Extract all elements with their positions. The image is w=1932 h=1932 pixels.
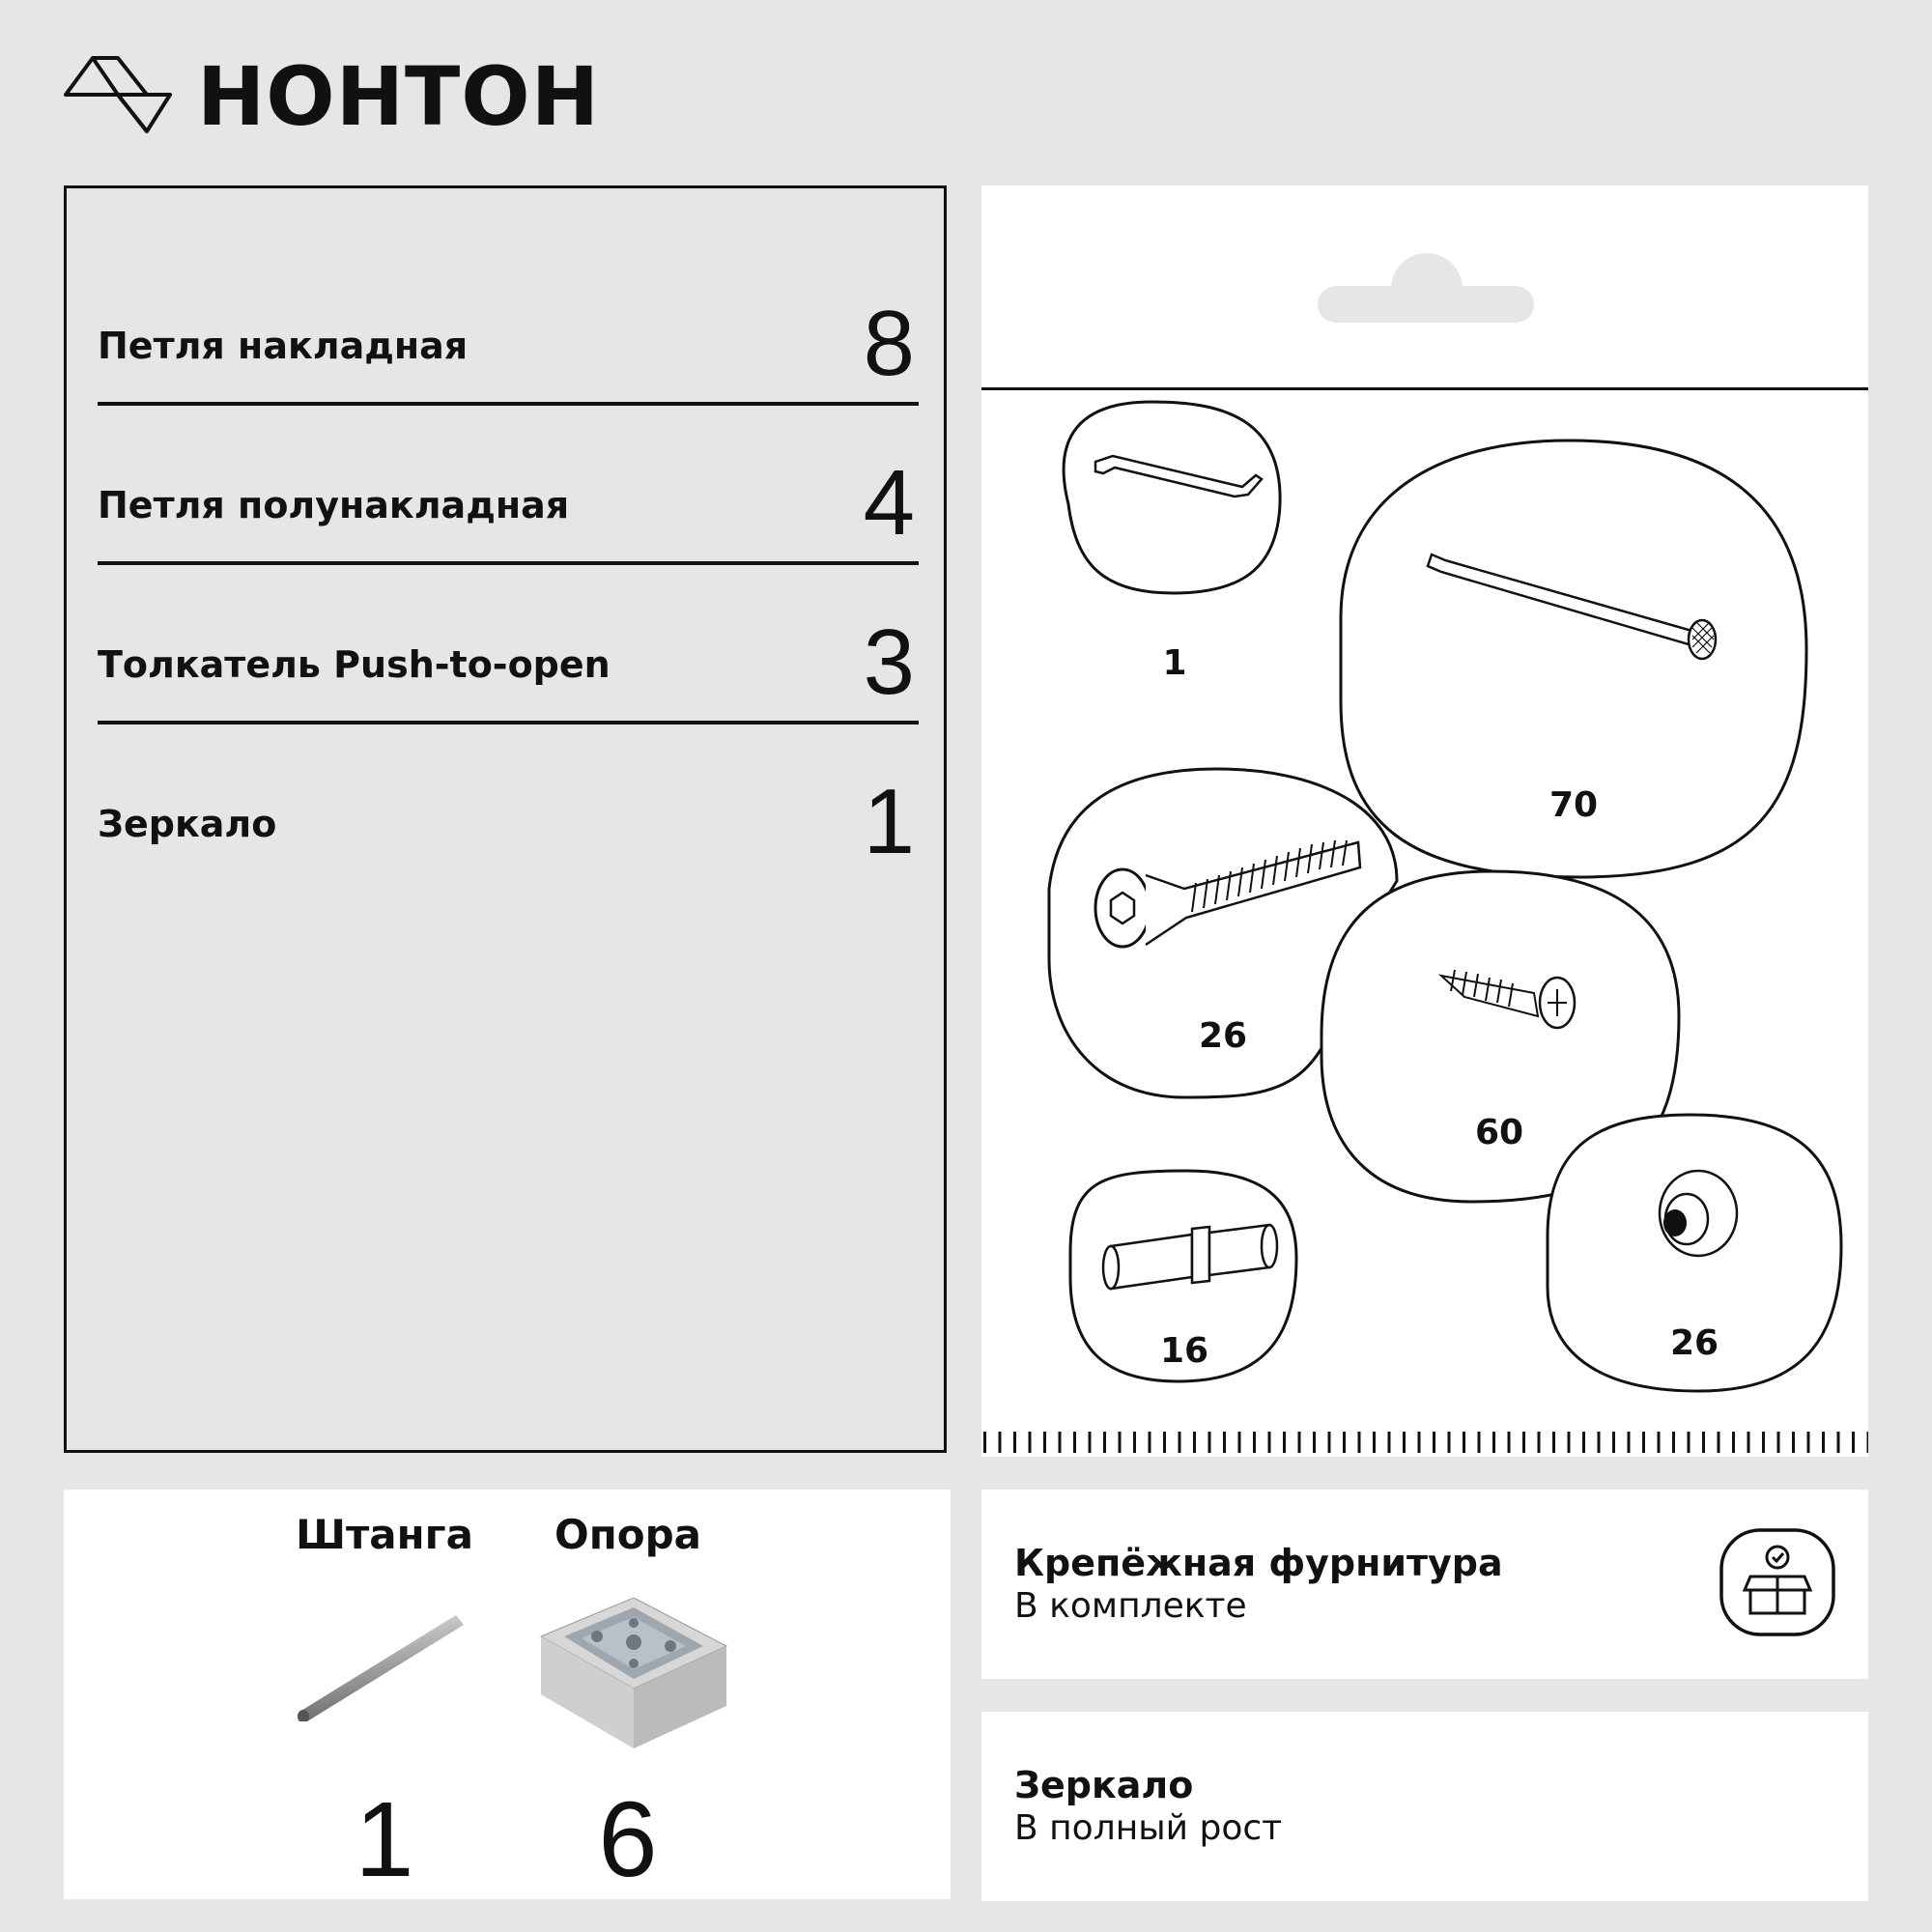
rod-title: Штанга	[296, 1511, 473, 1558]
bag-tear-edge	[983, 1432, 1868, 1453]
list-item	[98, 565, 919, 724]
brand-name: НОНТОН	[197, 49, 601, 144]
bag-seal-line	[981, 387, 1868, 390]
shelf-pin-qty: 16	[1159, 1331, 1209, 1371]
box-check-icon	[1719, 1528, 1835, 1636]
list-item-label: Зеркало	[98, 803, 277, 845]
mirror-card	[981, 1712, 1868, 1901]
wood-screw-qty: 60	[1474, 1113, 1524, 1152]
list-item-qty: 8	[863, 292, 915, 395]
fittings-subtitle: В комплекте	[1014, 1586, 1247, 1626]
hardware-bag	[981, 185, 1868, 1457]
confirmat-qty: 26	[1198, 1016, 1248, 1056]
fittings-card	[981, 1490, 1868, 1679]
support-icon	[537, 1598, 730, 1748]
list-item	[98, 246, 919, 406]
list-item-qty: 4	[863, 451, 915, 554]
list-item-qty: 1	[863, 770, 915, 873]
list-item	[98, 724, 919, 884]
support-qty: 6	[598, 1780, 658, 1899]
support-title: Опора	[554, 1511, 701, 1558]
fittings-title: Крепёжная фурнитура	[1014, 1542, 1503, 1584]
mirror-title: Зеркало	[1014, 1764, 1194, 1806]
hanger-hole-icon	[1318, 253, 1534, 323]
mirror-subtitle: В полный рост	[1014, 1808, 1283, 1848]
list-item-label: Петля накладная	[98, 325, 469, 367]
parts-panel	[64, 1490, 951, 1899]
hex-key-qty: 1	[1162, 643, 1187, 683]
list-item	[98, 406, 919, 565]
rod-qty: 1	[355, 1780, 414, 1899]
nail-qty: 70	[1548, 785, 1599, 825]
list-item-label: Толкатель Push-to-open	[98, 643, 611, 686]
rod-icon	[286, 1605, 469, 1721]
list-item-label: Петля полунакладная	[98, 484, 570, 526]
cam-cap-qty: 26	[1669, 1323, 1719, 1363]
list-item-qty: 3	[863, 611, 915, 714]
nonton-logo-icon	[64, 56, 172, 133]
components-list	[64, 185, 947, 1453]
